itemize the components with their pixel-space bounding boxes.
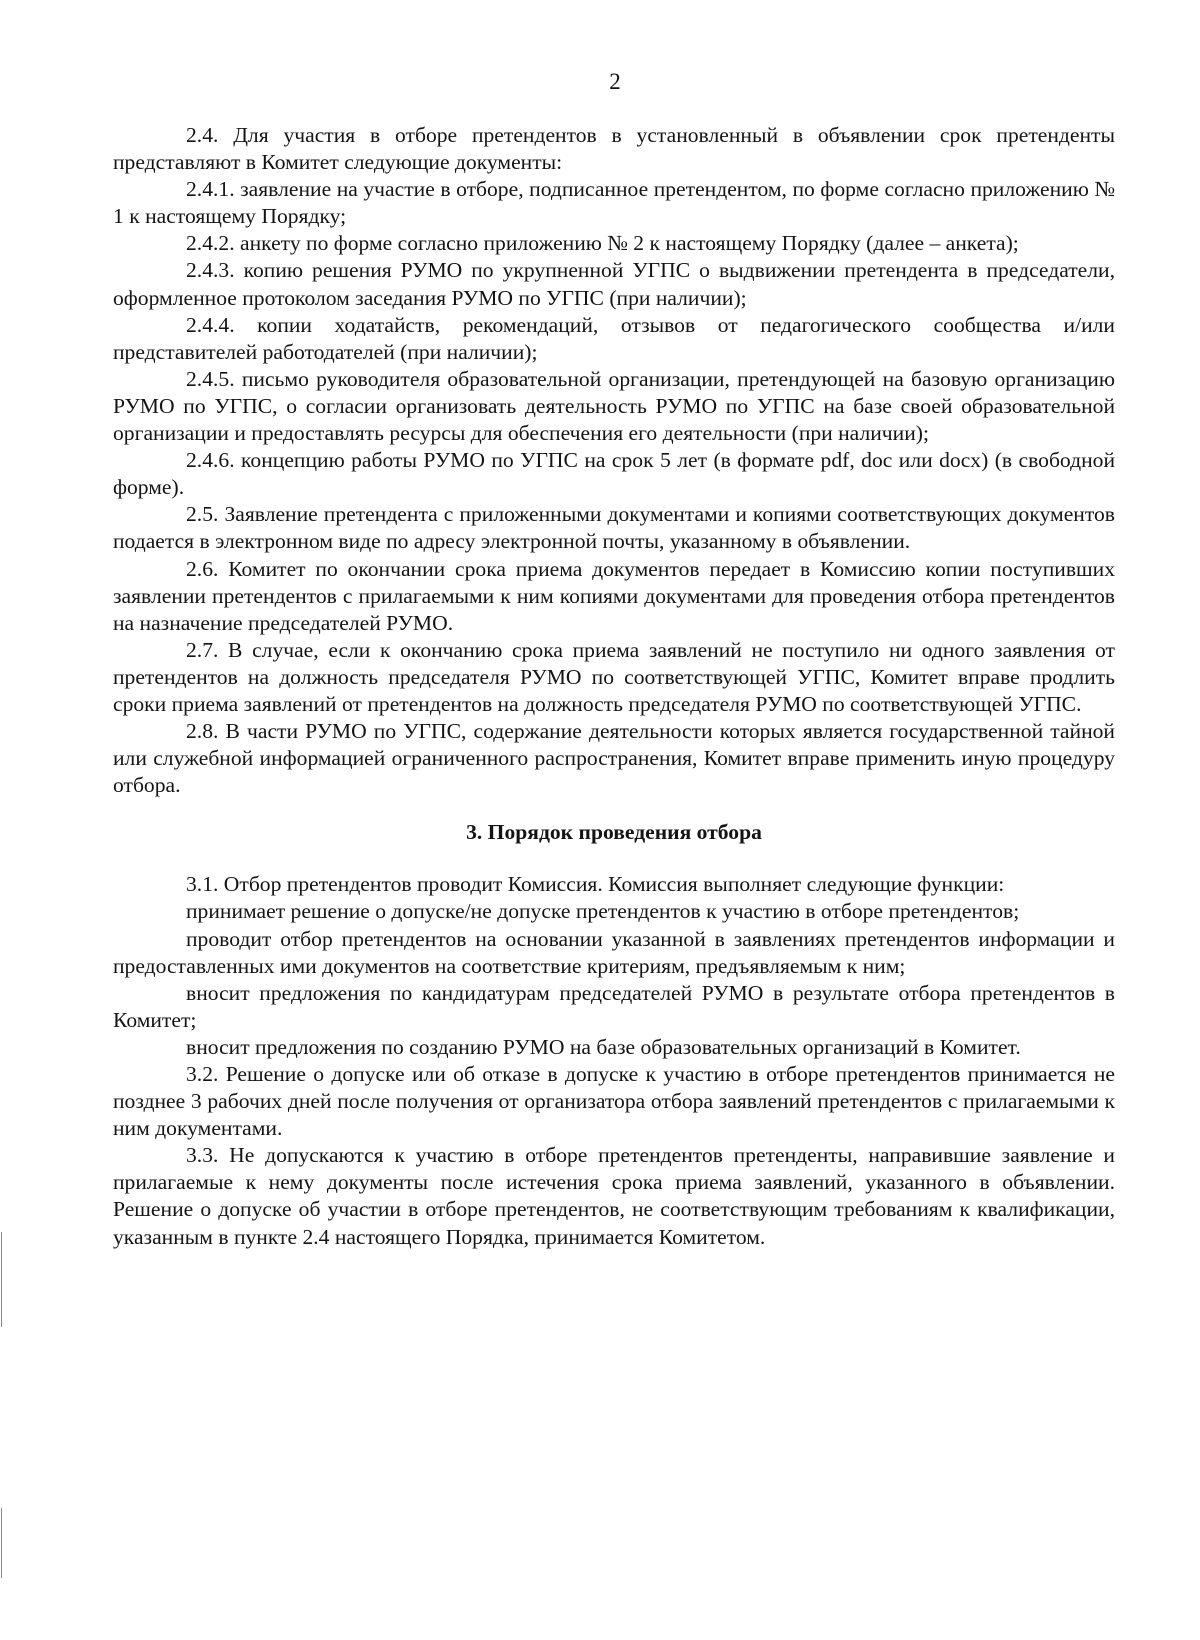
paragraph-2-8: 2.8. В части РУМО по УГПС, содержание деятельности которых является государственной тайной или служебной информацией ограниченного распространения, Комитет вправе применить иную процедуру отбора. [113,719,1115,798]
function-item-selection: проводит отбор претендентов на основании указанной в заявлениях претендентов информации и предоставленных ими документов на соответствие критериям, предъявляемым к ним; [113,926,1115,978]
paragraph-2-4-1: 2.4.1. заявление на участие в отборе, подписанное претендентом, по форме согласно приложению № 1 к настоящему Порядку; [113,177,1115,229]
paragraph-2-4-6: 2.4.6. концепцию работы РУМО по УГПС на срок 5 лет (в формате pdf, doc или docx) (в свободной форме). [113,448,1115,500]
paragraph-2-4-5: 2.4.5. письмо руководителя образовательной организации, претендующей на базовую организацию РУМО по УГПС, о согласии организовать деятельность РУМО по УГПС на базе своей образовательной организации и предоставлять ресурсы для обеспечения его деятельности (при наличии); [113,366,1115,446]
paragraph-3-3: 3.3. Не допускаются к участию в отборе претендентов претенденты, направившие заявление и прилагаемые к нему документы после истечения срока приема заявлений, указанного в объявлении. Решение о допуске об участии в отборе претендентов, не соответствующим требованиям к квалификации, указанным в пункте 2.4 настоящего Порядка, принимается Комитетом. [113,1143,1115,1249]
paragraph-2-4-2: 2.4.2. анкету по форме согласно приложению № 2 к настоящему Порядку (далее – анкета); [186,231,1019,256]
page-number: 2 [609,69,621,94]
paragraph-2-4-3: 2.4.3. копию решения РУМО по укрупненной УГПС о выдвижении претендента в председатели, оформленное протоколом заседания РУМО по УГПС (при наличии); [113,258,1115,310]
paragraph-2-7: 2.7. В случае, если к окончанию срока приема заявлений не поступило ни одного заявления от претендентов на должность председателя РУМО по соответствующей УГПС, Комитет вправе продлить сроки приема заявлений от претендентов на должность председателя РУМО по соответствующей УГПС. [113,637,1115,716]
function-item-creation: вносит предложения по созданию РУМО на базе образовательных организаций в Комитет. [186,1034,1021,1059]
paragraph-2-4-4: 2.4.4. копии ходатайств, рекомендаций, отзывов от педагогического сообщества и/или представителей работодателей (при наличии); [113,312,1115,364]
paragraph-2-6: 2.6. Комитет по окончании срока приема документов передает в Комиссию копии поступивших заявлении претендентов с прилагаемыми к ним копиями документами для проведения отбора претендентов на назначение председателей РУМО. [113,556,1115,635]
paragraph-3-1: 3.1. Отбор претендентов проводит Комиссия. Комиссия выполняет следующие функции: [186,872,1005,897]
paragraph-3-2: 3.2. Решение о допуске или об отказе в допуске к участию в отборе претендентов принимается не позднее 3 рабочих дней после получения от организатора отбора заявлений претендентов с прилагаемыми к ним документами. [113,1062,1115,1141]
paragraph-2-4: 2.4. Для участия в отборе претендентов в установленный в объявлении срок претенденты представляют в Комитет следующие документы: [113,123,1115,175]
paragraph-2-5: 2.5. Заявление претендента с приложенными документами и копиями соответствующих документов подается в электронном виде по адресу электронной почты, указанному в объявлении. [113,502,1115,554]
document-body [113,122,1115,1251]
function-item-admission: принимает решение о допуске/не допуске претендентов к участию в отборе претендентов; [186,899,1020,924]
scan-edge-mark [1,1508,2,1578]
scan-edge-mark [1,1232,2,1327]
function-item-candidates: вносит предложения по кандидатурам председателей РУМО в результате отбора претендентов в Комитет; [113,980,1115,1032]
section-heading: 3. Порядок проведения отбора [466,820,762,845]
